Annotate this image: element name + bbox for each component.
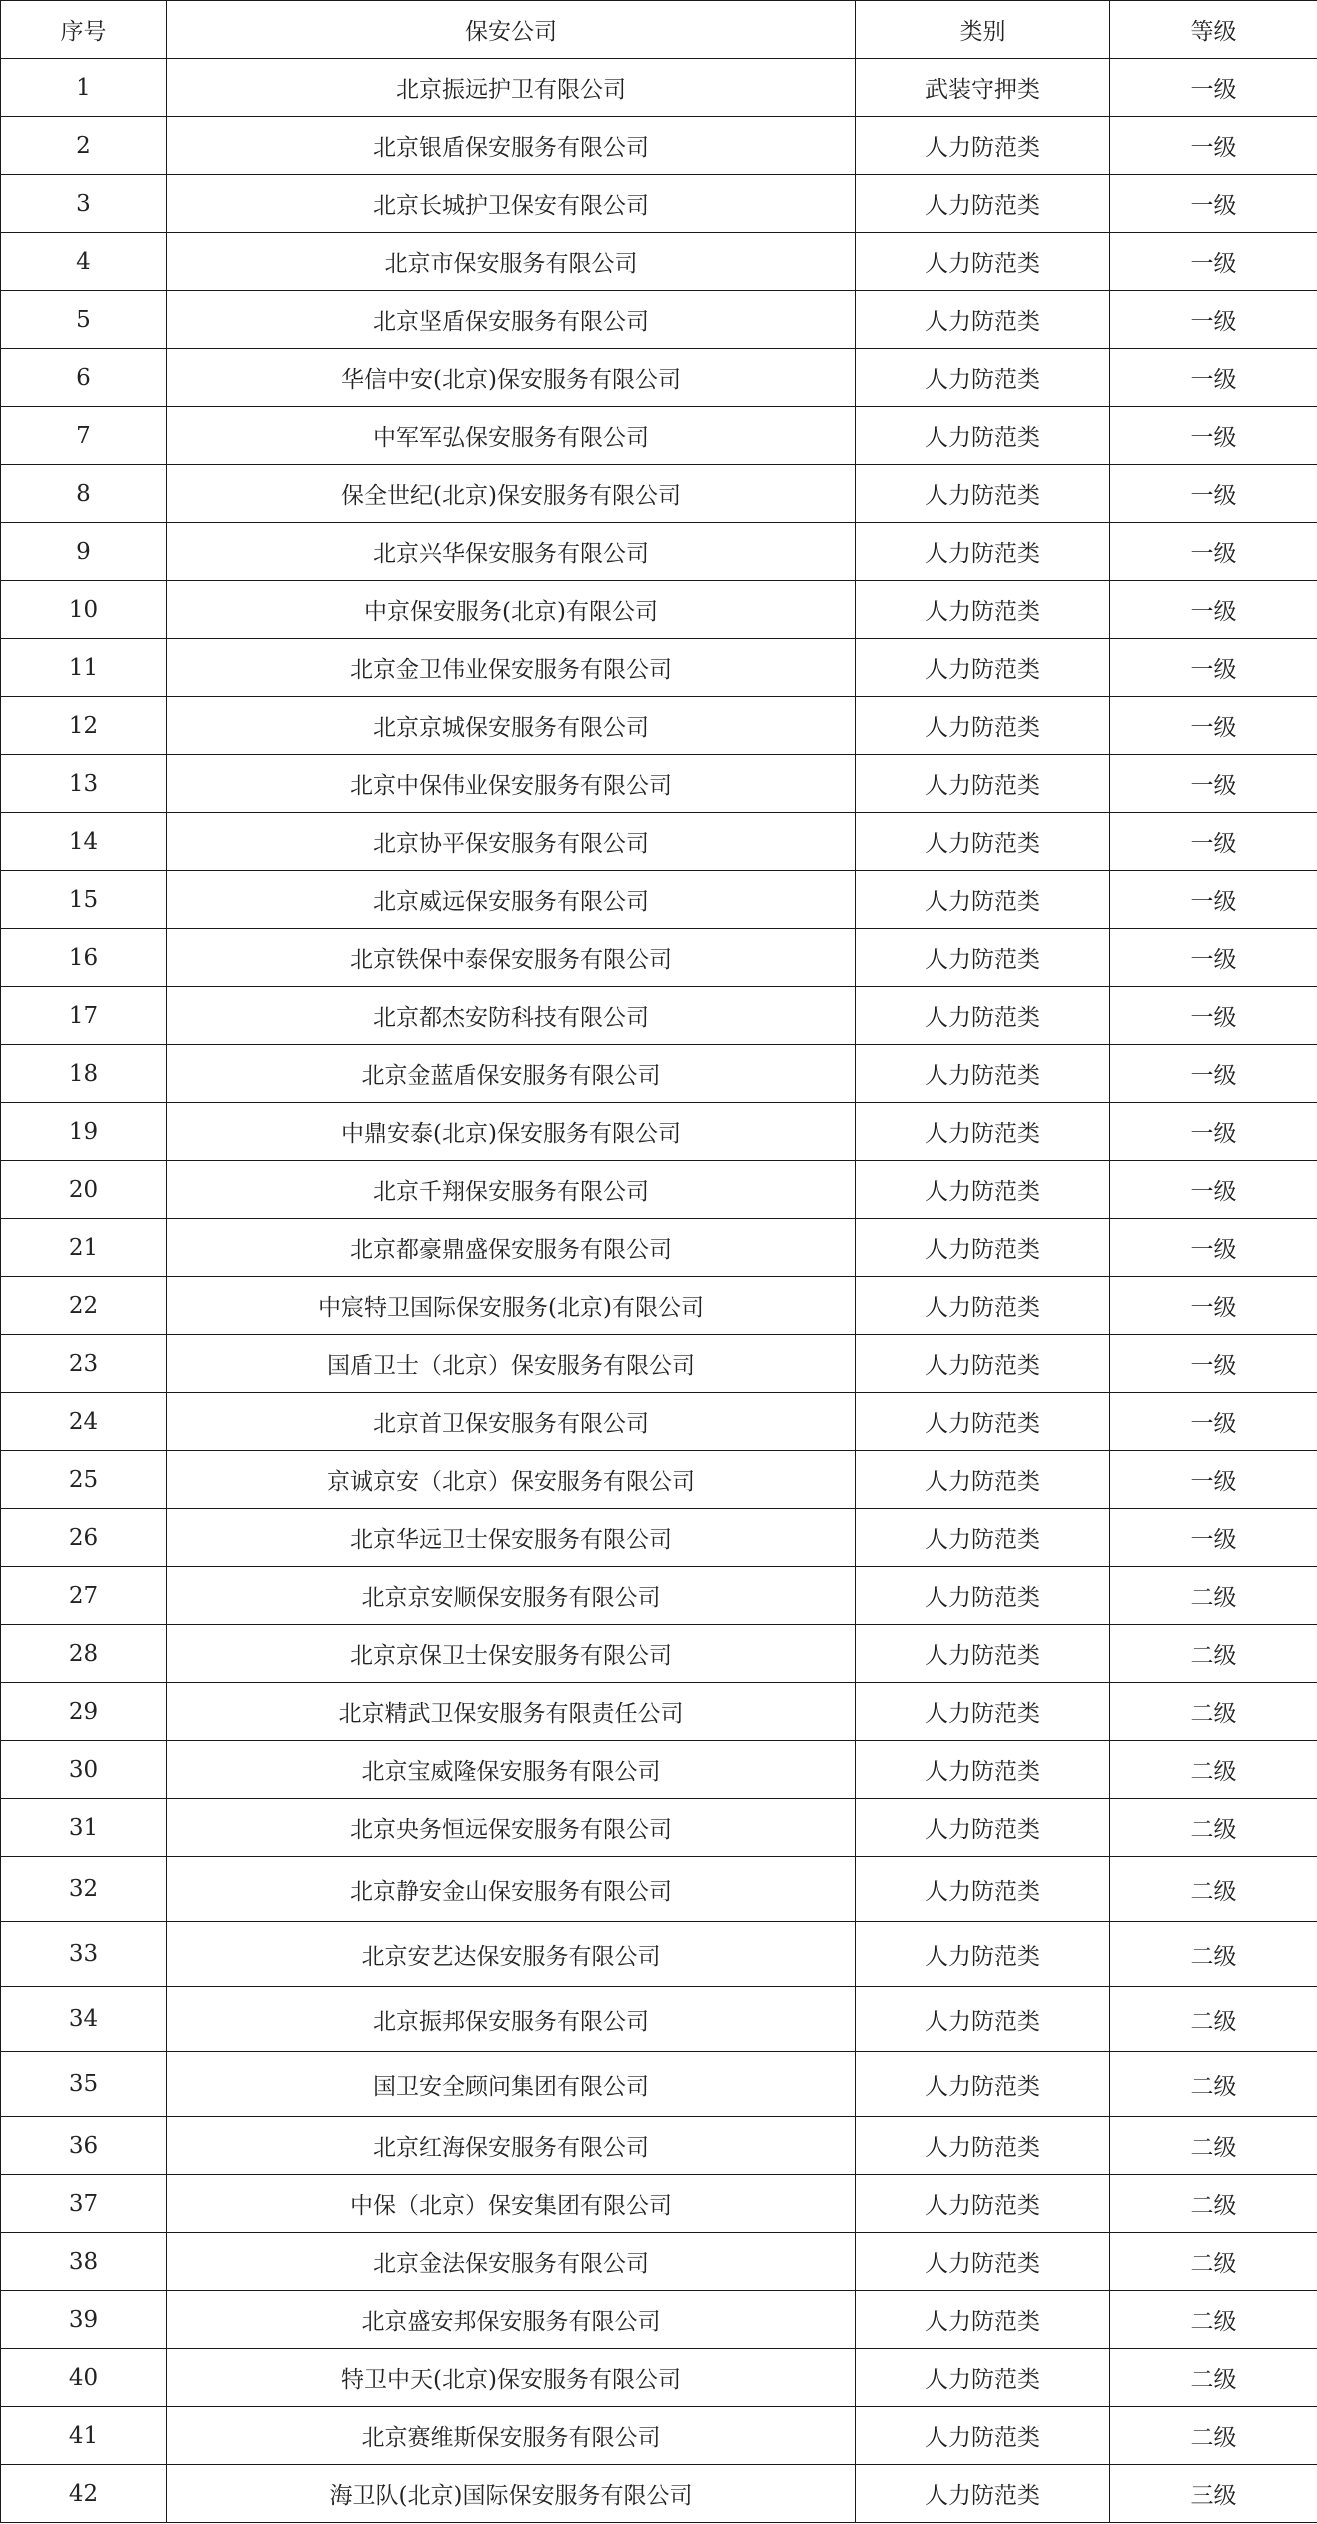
- cell-company: 海卫队(北京)国际保安服务有限公司: [167, 2465, 856, 2523]
- cell-company: 中保（北京）保安集团有限公司: [167, 2175, 856, 2233]
- table-row: [1, 813, 1317, 871]
- cell-type: 人力防范类: [856, 523, 1110, 581]
- cell-company: 北京京保卫士保安服务有限公司: [167, 1625, 856, 1683]
- cell-type: 人力防范类: [856, 1393, 1110, 1451]
- cell-type: 人力防范类: [856, 1922, 1110, 1987]
- cell-level: 一级: [1110, 1451, 1317, 1509]
- cell-no: 42: [1, 2465, 167, 2523]
- table-row: [1, 697, 1317, 755]
- table-row: [1, 1219, 1317, 1277]
- table-row: [1, 871, 1317, 929]
- cell-no: 35: [1, 2052, 167, 2117]
- header-level: 等级: [1110, 1, 1317, 59]
- table-row: [1, 2233, 1317, 2291]
- cell-no: 19: [1, 1103, 167, 1161]
- cell-company: 北京金卫伟业保安服务有限公司: [167, 639, 856, 697]
- table-row: [1, 639, 1317, 697]
- cell-level: 三级: [1110, 2465, 1317, 2523]
- table-row: [1, 1625, 1317, 1683]
- table-row: [1, 175, 1317, 233]
- cell-level: 二级: [1110, 1625, 1317, 1683]
- table-row: [1, 1567, 1317, 1625]
- table-row: [1, 1857, 1317, 1922]
- cell-no: 25: [1, 1451, 167, 1509]
- cell-level: 二级: [1110, 1922, 1317, 1987]
- cell-company: 北京都豪鼎盛保安服务有限公司: [167, 1219, 856, 1277]
- table-row: [1, 407, 1317, 465]
- cell-company: 北京首卫保安服务有限公司: [167, 1393, 856, 1451]
- cell-type: 人力防范类: [856, 175, 1110, 233]
- table-row: [1, 2175, 1317, 2233]
- cell-no: 24: [1, 1393, 167, 1451]
- table-row: [1, 59, 1317, 117]
- cell-company: 北京都杰安防科技有限公司: [167, 987, 856, 1045]
- cell-no: 32: [1, 1857, 167, 1922]
- table-row: [1, 1922, 1317, 1987]
- cell-company: 中京保安服务(北京)有限公司: [167, 581, 856, 639]
- cell-company: 北京京安顺保安服务有限公司: [167, 1567, 856, 1625]
- table-row: [1, 2407, 1317, 2465]
- cell-type: 人力防范类: [856, 2349, 1110, 2407]
- cell-company: 北京兴华保安服务有限公司: [167, 523, 856, 581]
- cell-no: 30: [1, 1741, 167, 1799]
- cell-company: 北京银盾保安服务有限公司: [167, 117, 856, 175]
- cell-level: 一级: [1110, 465, 1317, 523]
- cell-type: 人力防范类: [856, 1277, 1110, 1335]
- cell-type: 人力防范类: [856, 1161, 1110, 1219]
- cell-level: 一级: [1110, 639, 1317, 697]
- table-row: [1, 2349, 1317, 2407]
- cell-no: 7: [1, 407, 167, 465]
- cell-company: 北京中保伟业保安服务有限公司: [167, 755, 856, 813]
- cell-company: 北京静安金山保安服务有限公司: [167, 1857, 856, 1922]
- cell-type: 人力防范类: [856, 987, 1110, 1045]
- cell-company: 中鼎安泰(北京)保安服务有限公司: [167, 1103, 856, 1161]
- cell-company: 北京振远护卫有限公司: [167, 59, 856, 117]
- cell-company: 中军军弘保安服务有限公司: [167, 407, 856, 465]
- cell-type: 武装守押类: [856, 59, 1110, 117]
- cell-level: 一级: [1110, 697, 1317, 755]
- table-row: [1, 1045, 1317, 1103]
- table-row: [1, 987, 1317, 1045]
- cell-no: 10: [1, 581, 167, 639]
- cell-level: 一级: [1110, 929, 1317, 987]
- cell-type: 人力防范类: [856, 407, 1110, 465]
- cell-level: 一级: [1110, 175, 1317, 233]
- cell-level: 一级: [1110, 581, 1317, 639]
- table-row: [1, 1335, 1317, 1393]
- table-row: [1, 1451, 1317, 1509]
- table-row: [1, 1509, 1317, 1567]
- cell-type: 人力防范类: [856, 1103, 1110, 1161]
- table-row: [1, 1799, 1317, 1857]
- cell-no: 11: [1, 639, 167, 697]
- cell-level: 一级: [1110, 349, 1317, 407]
- cell-no: 8: [1, 465, 167, 523]
- cell-type: 人力防范类: [856, 871, 1110, 929]
- cell-company: 北京千翔保安服务有限公司: [167, 1161, 856, 1219]
- cell-level: 二级: [1110, 1987, 1317, 2052]
- cell-level: 二级: [1110, 1567, 1317, 1625]
- cell-type: 人力防范类: [856, 2117, 1110, 2175]
- cell-type: 人力防范类: [856, 1987, 1110, 2052]
- cell-no: 34: [1, 1987, 167, 2052]
- cell-no: 13: [1, 755, 167, 813]
- cell-company: 北京金法保安服务有限公司: [167, 2233, 856, 2291]
- table-row: [1, 465, 1317, 523]
- cell-type: 人力防范类: [856, 2407, 1110, 2465]
- cell-company: 北京华远卫士保安服务有限公司: [167, 1509, 856, 1567]
- cell-company: 国盾卫士（北京）保安服务有限公司: [167, 1335, 856, 1393]
- cell-level: 一级: [1110, 755, 1317, 813]
- cell-level: 二级: [1110, 2052, 1317, 2117]
- cell-no: 9: [1, 523, 167, 581]
- table-row: [1, 291, 1317, 349]
- cell-type: 人力防范类: [856, 813, 1110, 871]
- cell-company: 北京坚盾保安服务有限公司: [167, 291, 856, 349]
- cell-level: 二级: [1110, 1799, 1317, 1857]
- cell-company: 北京京城保安服务有限公司: [167, 697, 856, 755]
- cell-level: 二级: [1110, 2233, 1317, 2291]
- cell-type: 人力防范类: [856, 349, 1110, 407]
- cell-no: 16: [1, 929, 167, 987]
- header-no: 序号: [1, 1, 167, 59]
- cell-company: 华信中安(北京)保安服务有限公司: [167, 349, 856, 407]
- table-row: [1, 2117, 1317, 2175]
- cell-level: 二级: [1110, 2175, 1317, 2233]
- cell-level: 二级: [1110, 1741, 1317, 1799]
- cell-type: 人力防范类: [856, 1857, 1110, 1922]
- table-header: [1, 1, 1317, 59]
- cell-no: 18: [1, 1045, 167, 1103]
- cell-level: 一级: [1110, 233, 1317, 291]
- cell-no: 17: [1, 987, 167, 1045]
- table-row: [1, 1741, 1317, 1799]
- cell-type: 人力防范类: [856, 465, 1110, 523]
- cell-level: 一级: [1110, 1277, 1317, 1335]
- table-body: [1, 59, 1317, 2523]
- header-row: [1, 1, 1317, 59]
- cell-no: 37: [1, 2175, 167, 2233]
- cell-no: 12: [1, 697, 167, 755]
- cell-company: 北京铁保中泰保安服务有限公司: [167, 929, 856, 987]
- table-row: [1, 2465, 1317, 2523]
- cell-level: 二级: [1110, 2407, 1317, 2465]
- cell-no: 33: [1, 1922, 167, 1987]
- cell-level: 一级: [1110, 1509, 1317, 1567]
- cell-company: 北京振邦保安服务有限公司: [167, 1987, 856, 2052]
- cell-company: 北京威远保安服务有限公司: [167, 871, 856, 929]
- cell-no: 22: [1, 1277, 167, 1335]
- table-row: [1, 1683, 1317, 1741]
- cell-no: 41: [1, 2407, 167, 2465]
- table-row: [1, 523, 1317, 581]
- cell-company: 北京红海保安服务有限公司: [167, 2117, 856, 2175]
- cell-no: 2: [1, 117, 167, 175]
- table-row: [1, 2052, 1317, 2117]
- cell-no: 1: [1, 59, 167, 117]
- cell-no: 39: [1, 2291, 167, 2349]
- table-row: [1, 2291, 1317, 2349]
- cell-no: 4: [1, 233, 167, 291]
- cell-level: 一级: [1110, 1103, 1317, 1161]
- cell-type: 人力防范类: [856, 1045, 1110, 1103]
- cell-level: 一级: [1110, 523, 1317, 581]
- cell-type: 人力防范类: [856, 117, 1110, 175]
- cell-no: 23: [1, 1335, 167, 1393]
- table-row: [1, 581, 1317, 639]
- cell-company: 京诚京安（北京）保安服务有限公司: [167, 1451, 856, 1509]
- cell-company: 北京长城护卫保安有限公司: [167, 175, 856, 233]
- cell-level: 一级: [1110, 1161, 1317, 1219]
- cell-company: 中宸特卫国际保安服务(北京)有限公司: [167, 1277, 856, 1335]
- table-row: [1, 117, 1317, 175]
- cell-type: 人力防范类: [856, 1625, 1110, 1683]
- cell-level: 二级: [1110, 2349, 1317, 2407]
- cell-no: 6: [1, 349, 167, 407]
- cell-type: 人力防范类: [856, 1567, 1110, 1625]
- cell-type: 人力防范类: [856, 2291, 1110, 2349]
- table-row: [1, 1103, 1317, 1161]
- cell-level: 一级: [1110, 987, 1317, 1045]
- table-row: [1, 1161, 1317, 1219]
- cell-company: 北京金蓝盾保安服务有限公司: [167, 1045, 856, 1103]
- cell-no: 20: [1, 1161, 167, 1219]
- header-type: 类别: [856, 1, 1110, 59]
- cell-no: 21: [1, 1219, 167, 1277]
- cell-level: 一级: [1110, 59, 1317, 117]
- cell-type: 人力防范类: [856, 581, 1110, 639]
- cell-type: 人力防范类: [856, 697, 1110, 755]
- cell-company: 保全世纪(北京)保安服务有限公司: [167, 465, 856, 523]
- cell-type: 人力防范类: [856, 639, 1110, 697]
- cell-no: 3: [1, 175, 167, 233]
- cell-type: 人力防范类: [856, 2175, 1110, 2233]
- cell-no: 38: [1, 2233, 167, 2291]
- cell-type: 人力防范类: [856, 291, 1110, 349]
- cell-no: 29: [1, 1683, 167, 1741]
- cell-type: 人力防范类: [856, 1741, 1110, 1799]
- cell-no: 40: [1, 2349, 167, 2407]
- cell-no: 5: [1, 291, 167, 349]
- cell-company: 特卫中天(北京)保安服务有限公司: [167, 2349, 856, 2407]
- cell-company: 北京赛维斯保安服务有限公司: [167, 2407, 856, 2465]
- cell-company: 北京盛安邦保安服务有限公司: [167, 2291, 856, 2349]
- cell-level: 一级: [1110, 291, 1317, 349]
- cell-level: 一级: [1110, 117, 1317, 175]
- cell-type: 人力防范类: [856, 1219, 1110, 1277]
- table-row: [1, 233, 1317, 291]
- cell-type: 人力防范类: [856, 2052, 1110, 2117]
- header-company: 保安公司: [167, 1, 856, 59]
- cell-company: 北京市保安服务有限公司: [167, 233, 856, 291]
- cell-type: 人力防范类: [856, 1335, 1110, 1393]
- cell-type: 人力防范类: [856, 233, 1110, 291]
- cell-type: 人力防范类: [856, 2233, 1110, 2291]
- table-row: [1, 1277, 1317, 1335]
- cell-no: 15: [1, 871, 167, 929]
- cell-level: 二级: [1110, 2291, 1317, 2349]
- table-row: [1, 755, 1317, 813]
- cell-level: 一级: [1110, 407, 1317, 465]
- cell-level: 二级: [1110, 2117, 1317, 2175]
- cell-level: 一级: [1110, 871, 1317, 929]
- cell-company: 北京央务恒远保安服务有限公司: [167, 1799, 856, 1857]
- cell-company: 国卫安全顾问集团有限公司: [167, 2052, 856, 2117]
- cell-type: 人力防范类: [856, 1683, 1110, 1741]
- cell-type: 人力防范类: [856, 1451, 1110, 1509]
- cell-level: 一级: [1110, 1045, 1317, 1103]
- cell-company: 北京安艺达保安服务有限公司: [167, 1922, 856, 1987]
- cell-type: 人力防范类: [856, 755, 1110, 813]
- cell-level: 二级: [1110, 1683, 1317, 1741]
- cell-level: 一级: [1110, 813, 1317, 871]
- cell-company: 北京宝威隆保安服务有限公司: [167, 1741, 856, 1799]
- cell-no: 36: [1, 2117, 167, 2175]
- cell-no: 14: [1, 813, 167, 871]
- table-row: [1, 349, 1317, 407]
- table-row: [1, 1393, 1317, 1451]
- cell-type: 人力防范类: [856, 929, 1110, 987]
- cell-no: 28: [1, 1625, 167, 1683]
- cell-no: 27: [1, 1567, 167, 1625]
- table-row: [1, 1987, 1317, 2052]
- cell-type: 人力防范类: [856, 2465, 1110, 2523]
- cell-no: 26: [1, 1509, 167, 1567]
- cell-company: 北京精武卫保安服务有限责任公司: [167, 1683, 856, 1741]
- cell-level: 一级: [1110, 1393, 1317, 1451]
- cell-type: 人力防范类: [856, 1799, 1110, 1857]
- cell-level: 二级: [1110, 1857, 1317, 1922]
- cell-level: 一级: [1110, 1219, 1317, 1277]
- cell-type: 人力防范类: [856, 1509, 1110, 1567]
- cell-level: 一级: [1110, 1335, 1317, 1393]
- table-row: [1, 929, 1317, 987]
- cell-company: 北京协平保安服务有限公司: [167, 813, 856, 871]
- cell-no: 31: [1, 1799, 167, 1857]
